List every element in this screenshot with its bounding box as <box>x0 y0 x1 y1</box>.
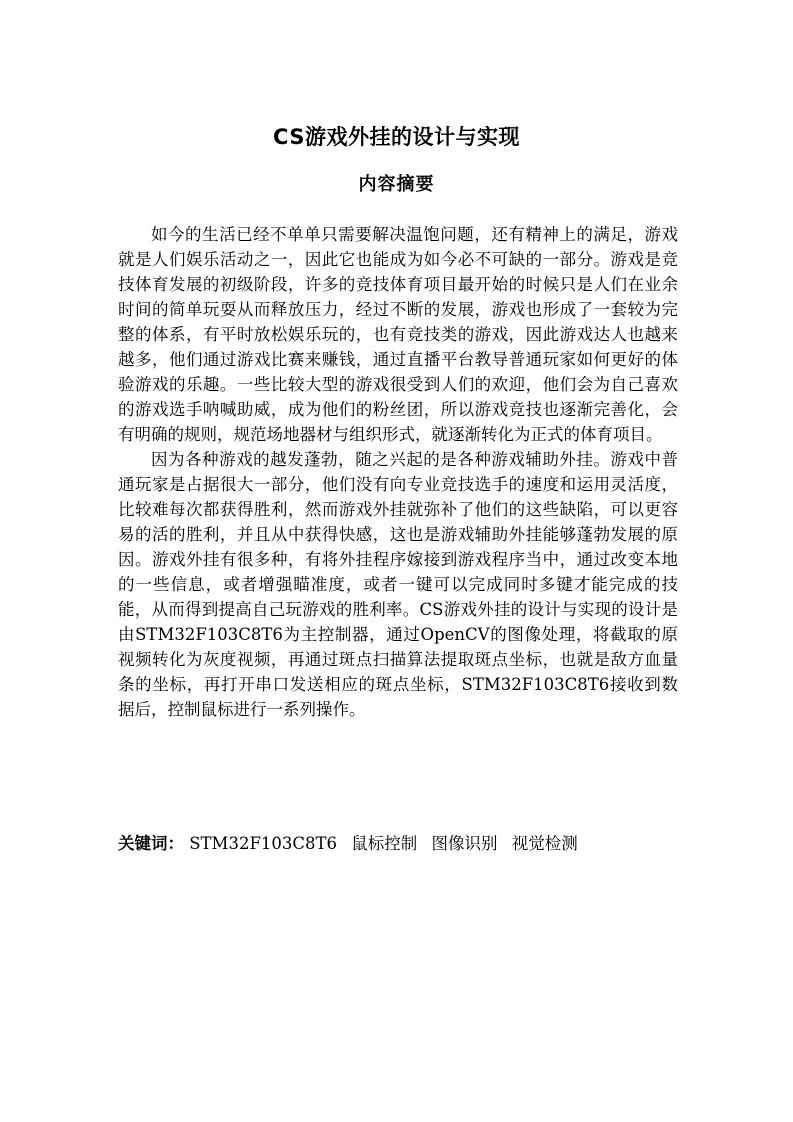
keyword-item: 视觉检测 <box>511 834 578 853</box>
abstract-body <box>118 222 678 722</box>
keyword-item: 图像识别 <box>431 834 498 853</box>
abstract-paragraph-1: 如今的生活已经不单单只需要解决温饱问题，还有精神上的满足，游戏就是人们娱乐活动之一，因此它也能成为如今必不可缺的一部分。游戏是竞技体育发展的初级阶段，许多的竞技体育项目最开始的时候只是人们在业余时间的简单玩耍从而释放压力，经过不断的发展，游戏也形成了一套较为完整的体系，有平时放松娱乐玩的，也有竞技类的游戏，因此游戏达人也越来越多，他们通过游戏比赛来赚钱，通过直播平台教导普通玩家如何更好的体验游戏的乐趣。一些比较大型的游戏很受到人们的欢迎，他们会为自己喜欢的游戏选手呐喊助威，成为他们的粉丝团，所以游戏竞技也逐渐完善化，会有明确的规则，规范场地器材与组织形式，就逐渐转化为正式的体育项目。 <box>118 225 678 444</box>
abstract-heading: 内容摘要 <box>358 174 435 195</box>
keywords-label: 关键词： <box>118 834 184 853</box>
abstract-paragraph-2: 因为各种游戏的越发蓬勃，随之兴起的是各种游戏辅助外挂。游戏中普通玩家是占据很大一部分，他们没有向专业竞技选手的速度和运用灵活度，比较难每次都获得胜利，然而游戏外挂就弥补了他们的这些缺陷，可以更容易的活的胜利，并且从中获得快感，这也是游戏辅助外挂能够蓬勃发展的原因。游戏外挂有很多种，有将外挂程序嫁接到游戏程序当中，通过改变本地的一些信息，或者增强瞄准度，或者一键可以完成同时多键才能完成的技能，从而得到提高自己玩游戏的胜利率。CS游戏外挂的设计与实现的设计是由STM32F103C8T6为主控制器，通过OpenCV的图像处理，将截取的原视频转化为灰度视频，再通过斑点扫描算法提取斑点坐标，也就是敌方血量条的坐标，再打开串口发送相应的斑点坐标，STM32F103C8T6接收到数据后，控制鼠标进行一系列操作。 <box>118 450 678 719</box>
keyword-item: 鼠标控制 <box>351 834 418 853</box>
document-title: CS游戏外挂的设计与实现 <box>273 125 520 149</box>
keywords-line <box>118 831 718 857</box>
keyword-item: STM32F103C8T6 <box>189 834 338 853</box>
